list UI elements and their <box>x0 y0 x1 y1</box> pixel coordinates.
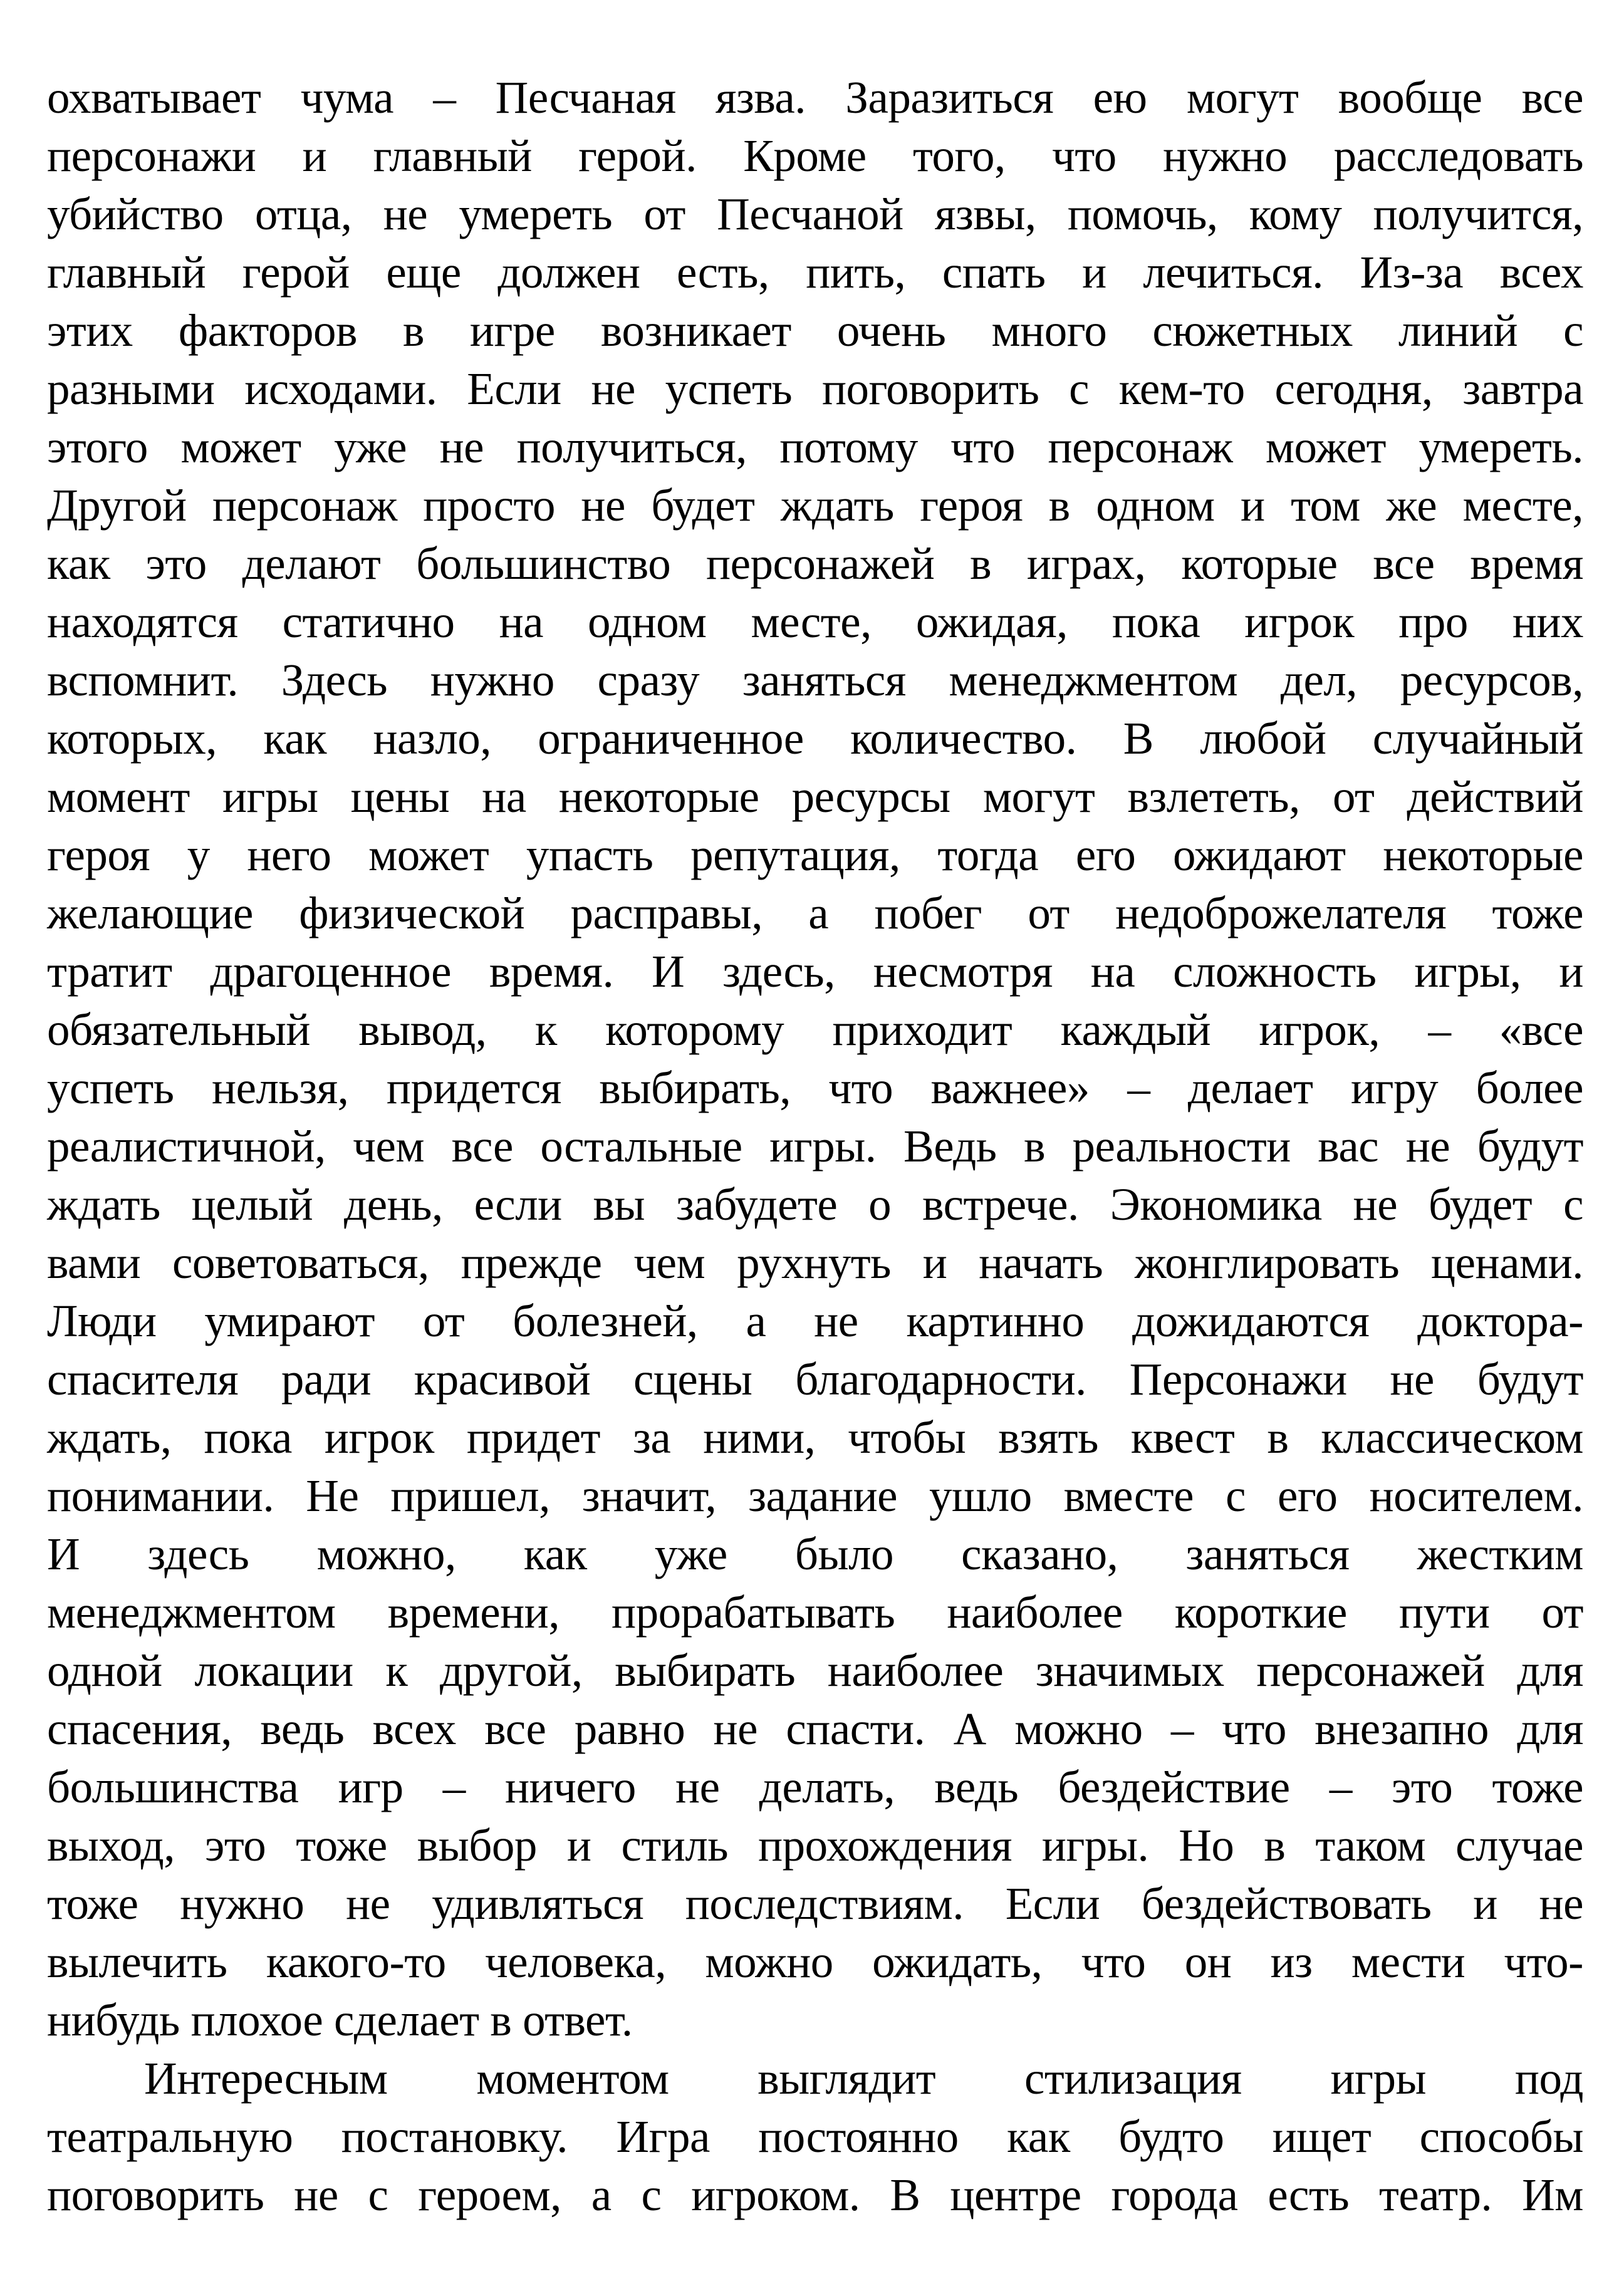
text-line: этих факторов в игре возникает очень много сюжетных линий с <box>47 305 1583 356</box>
text-line: спасителя ради красивой сцены благодарности. Персонажи не будут <box>47 1354 1583 1405</box>
text-line: вами советоваться, прежде чем рухнуть и начать жонглировать ценами. <box>47 1237 1583 1288</box>
text-line: театральную постановку. Игра постоянно как будто ищет способы <box>47 2111 1583 2162</box>
text-line: ждать целый день, если вы забудете о встрече. Экономика не будет с <box>47 1179 1583 1230</box>
text-line: нибудь плохое сделает в ответ. <box>47 1995 633 2045</box>
text-block <box>47 68 1583 2224</box>
text-line: успеть нельзя, придется выбирать, что важнее» – делает игру более <box>47 1062 1583 1113</box>
text-line: обязательный вывод, к которому приходит каждый игрок, – «все <box>47 1004 1583 1055</box>
text-line: И здесь можно, как уже было сказано, заняться жестким <box>47 1529 1583 1579</box>
text-line: менеджментом времени, прорабатывать наиболее короткие пути от <box>47 1587 1583 1638</box>
text-line: одной локации к другой, выбирать наиболее значимых персонажей для <box>47 1645 1583 1696</box>
text-line: реалистичной, чем все остальные игры. Ведь в реальности вас не будут <box>47 1121 1583 1171</box>
text-line: поговорить не с героем, а с игроком. В центре города есть театр. Им <box>47 2169 1583 2220</box>
text-line: главный герой еще должен есть, пить, спать и лечиться. Из-за всех <box>47 247 1583 298</box>
text-line: убийство отца, не умереть от Песчаной язвы, помочь, кому получится, <box>47 189 1583 239</box>
text-line: которых, как назло, ограниченное количество. В любой случайный <box>47 713 1583 764</box>
text-line: героя у него может упасть репутация, тогда его ожидают некоторые <box>47 829 1583 880</box>
text-line: тратит драгоценное время. И здесь, несмотря на сложность игры, и <box>47 946 1583 997</box>
text-line: понимании. Не пришел, значит, задание ушло вместе с его носителем. <box>47 1470 1583 1521</box>
text-line: охватывает чума – Песчаная язва. Заразиться ею могут вообще все <box>47 72 1583 123</box>
text-line: ждать, пока игрок придет за ними, чтобы взять квест в классическом <box>47 1412 1583 1463</box>
text-line: тоже нужно не удивляться последствиям. Если бездействовать и не <box>47 1878 1583 1929</box>
text-line: большинства игр – ничего не делать, ведь бездействие – это тоже <box>47 1762 1583 1812</box>
text-line: выход, это тоже выбор и стиль прохождения игры. Но в таком случае <box>47 1820 1583 1871</box>
text-line: вспомнит. Здесь нужно сразу заняться менеджментом дел, ресурсов, <box>47 655 1583 705</box>
text-line: этого может уже не получиться, потому что персонаж может умереть. <box>47 422 1583 472</box>
text-line: персонажи и главный герой. Кроме того, что нужно расследовать <box>47 130 1583 181</box>
text-line: Интересным моментом выглядит стилизация игры под <box>144 2053 1583 2104</box>
text-line: как это делают большинство персонажей в играх, которые все время <box>47 538 1583 589</box>
text-line: момент игры цены на некоторые ресурсы могут взлететь, от действий <box>47 771 1583 822</box>
text-line: спасения, ведь всех все равно не спасти. А можно – что внезапно для <box>47 1703 1583 1754</box>
text-line: Люди умирают от болезней, а не картинно дожидаются доктора- <box>47 1296 1583 1346</box>
text-line: находятся статично на одном месте, ожидая, пока игрок про них <box>47 596 1583 647</box>
text-line: Другой персонаж просто не будет ждать героя в одном и том же месте, <box>47 480 1583 531</box>
text-line: желающие физической расправы, а побег от недоброжелателя тоже <box>47 888 1583 938</box>
text-line: вылечить какого-то человека, можно ожидать, что он из мести что- <box>47 1936 1583 1987</box>
text-line: разными исходами. Если не успеть поговорить с кем-то сегодня, завтра <box>47 363 1583 414</box>
